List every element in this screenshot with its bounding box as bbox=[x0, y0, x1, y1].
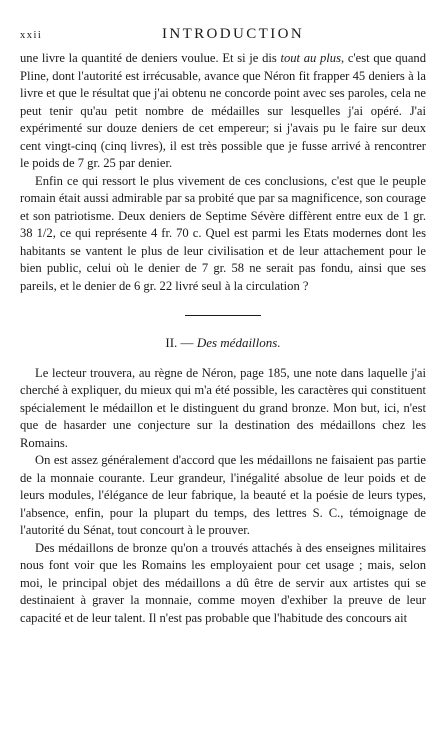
section-heading bbox=[20, 334, 426, 352]
paragraph: On est assez généralement d'accord que les médaillons ne faisaient pas partie de la monnaie courante. Leur grandeur, l'inégalité absolue de leur poids et de leurs modules, l'élégance de leur fabrique, la beauté et la poésie de leurs types, l'absence, enfin, pour la plupart du temps, des lettres S. C., témoignage de l'autorité du Sénat, tout concourt à le prouver. bbox=[20, 453, 426, 537]
section-number: II. — bbox=[165, 335, 197, 350]
page-header bbox=[20, 26, 426, 46]
spacer bbox=[20, 352, 426, 365]
running-title: INTRODUCTION bbox=[161, 26, 305, 42]
page-body bbox=[20, 50, 426, 627]
paragraph-text: , c'est que quand Pline, dont l'autorité est irrécusable, avance que Néron fit frapper 45 deniers à la livre et que le résultat que j'ai obtenu ne concorde point avec ses paroles, cela ne peut tenir qu'au petit nombre de médailles sur lesquelles j'ai opéré. J'ai expérimenté sur douze deniers de cet empereur; si j'avais pu le faire sur deux cent vingt-cinq (cinq livres), il est très possible que je fusse arrivé à rencontrer le poids de 7 gr. 25 par denier. bbox=[20, 51, 426, 170]
paragraph-text: une livre la quantité de deniers voulue. Et si je dis bbox=[20, 51, 281, 65]
section-title: Des médaillons. bbox=[196, 335, 281, 350]
emphasis-text: tout au plus bbox=[280, 51, 341, 65]
paragraph: Le lecteur trouvera, au règne de Néron, page 185, une note dans laquelle j'ai cherché à expliquer, du mieux qui m'a été possible, les caractères qui constituent spécialement le médaillon et le distinguent du grand bronze. Mon but, ici, n'est que de hasarder une conjecture sur la destination des médaillons chez les Romains. bbox=[20, 365, 426, 450]
paragraph-continuation bbox=[20, 50, 426, 173]
paragraph: Des médaillons de bronze qu'on a trouvés attachés à des enseignes militaires nous font voir que les Romains les employaient pour cet usage ; mais, selon moi, le principal objet des médaillons a dû être de servir aux artistes qui se destinaient à graver la monnaie, comme moyen d'exhiber la preuve de leur capacité et de leur talent. Il n'est pas probable que l'habitude des concours ait bbox=[20, 540, 426, 625]
section-divider bbox=[185, 315, 261, 316]
page-number: xxii bbox=[20, 30, 43, 41]
paragraph: Enfin ce qui ressort le plus vivement de ces conclusions, c'est que le peuple romain était aussi admirable par sa probité que par sa magnificence, son courage et son patriotisme. Deux deniers de Septime Sévère diffèrent entre eux de 1 gr. 38 1/2, ce qui représente 4 fr. 70 c. Quel est parmi les Etats modernes dont les habitants se vantent le plus de leur civilisation et de leur attachement pour le bien public, celui où le denier de 7 gr. 58 ne serait pas fondu, ainsi que ses pareils, et le denier de 6 gr. 22 livré seul à la circulation ? bbox=[20, 173, 426, 293]
